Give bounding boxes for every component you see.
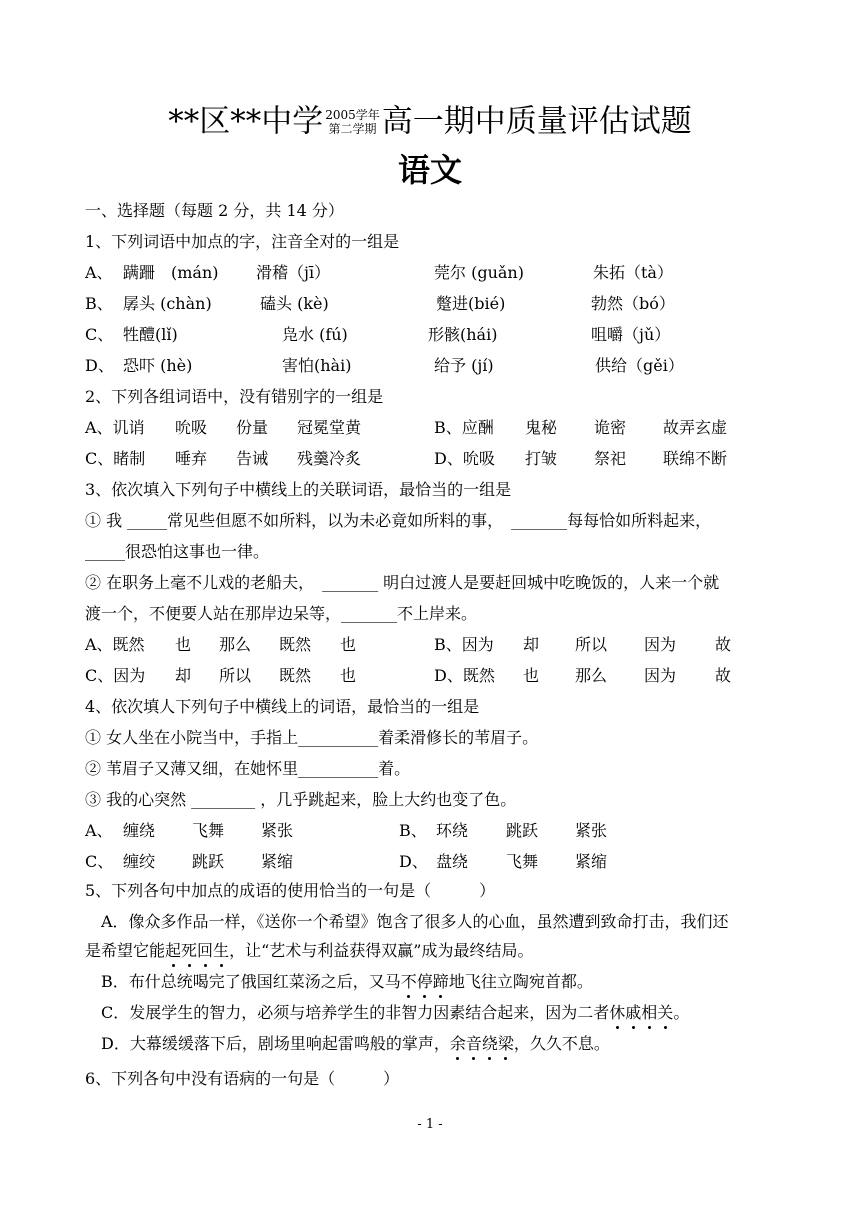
q4-sentence-3: ③ 我的心突然 ________ ，几乎跳起来，脸上大约也变了色。 — [85, 790, 517, 809]
option-item: 跳跃 — [192, 852, 225, 871]
q1-stem: 1、下列词语中加点的字，注音全对的一组是 — [85, 232, 400, 251]
option-item: 也 — [175, 635, 192, 654]
q4-sentence-1: ① 女人坐在小院当中，手指上__________着柔滑修长的苇眉子。 — [85, 728, 539, 747]
option-item: 蹩进(bié) — [436, 294, 506, 313]
option-letter: D、 — [399, 852, 428, 871]
option-item: 残羹冷炙 — [297, 449, 362, 468]
option-text: 是希望它能 — [85, 941, 166, 960]
option-item: 恐吓 (hè) — [123, 356, 193, 375]
q3-stem: 3、依次填入下列句子中横线上的关联词语，最恰当的一组是 — [85, 480, 512, 499]
option-item: 朱拓（tà） — [593, 263, 673, 282]
semester: 第二学期 — [328, 121, 377, 136]
option-item: 咀嚼（jǔ） — [591, 325, 671, 344]
option-item: 唾弃 — [175, 449, 208, 468]
option-item: 联绵不断 — [663, 449, 728, 468]
option-text: D．大幕缓缓落下后，剧场里响起雷鸣般的掌声， — [101, 1034, 450, 1053]
option-item: 吮吸 — [175, 418, 208, 437]
emphasis-char: 绕 — [481, 1034, 498, 1053]
q4-sentence-2: ② 苇眉子又薄又细，在她怀里__________着。 — [85, 759, 411, 778]
option-item: B、应酬 — [434, 418, 494, 437]
term-stack — [325, 108, 380, 136]
option-letter: D、 — [85, 356, 114, 375]
option-item: D、既然 — [434, 666, 495, 685]
option-item: A、讥诮 — [85, 418, 145, 437]
option-item: 勃然（bó） — [591, 294, 675, 313]
option-item: 磕头 (kè) — [260, 294, 329, 313]
q5-option-a-cont — [85, 940, 533, 962]
dotted-idiom — [401, 972, 449, 991]
option-item: 孱头 (chàn) — [123, 294, 212, 313]
option-item: 形骸(hái) — [428, 325, 498, 344]
option-item: 份量 — [236, 418, 269, 437]
option-text: B．布什总统喝完了俄国红菜汤之后，又马 — [101, 972, 401, 991]
title-suffix: 高一期中质量评估试题 — [381, 103, 692, 140]
emphasis-char: 音 — [465, 1034, 482, 1053]
option-letter: B、 — [399, 821, 427, 840]
section-heading: 一、选择题（每题 2 分，共 14 分） — [85, 201, 344, 220]
q5-option-b — [101, 971, 593, 993]
emphasis-char: 不 — [400, 972, 417, 991]
option-item: 滑稽（jī） — [256, 263, 331, 282]
option-item: 故 — [715, 635, 732, 654]
option-item: 缠绞 — [123, 852, 156, 871]
option-item: 跳跃 — [506, 821, 539, 840]
option-item: 却 — [175, 666, 192, 685]
option-item: 紧张 — [261, 821, 294, 840]
dotted-idiom — [165, 941, 229, 960]
option-text: ，让“艺术与利益获得双赢”成为最终结局。 — [229, 941, 534, 960]
option-letter: C、 — [85, 852, 114, 871]
option-item: 故弄玄虚 — [663, 418, 728, 437]
option-item: 飞舞 — [506, 852, 539, 871]
option-item: D、吮吸 — [434, 449, 495, 468]
option-item: 盘绕 — [436, 852, 469, 871]
option-item: 那么 — [219, 635, 252, 654]
option-item: 环绕 — [436, 821, 469, 840]
option-text: C．发展学生的智力，必须与培养学生的非智力因素结合起来，因为二者 — [101, 1003, 610, 1022]
emphasis-char: 相 — [641, 1003, 658, 1022]
option-letter: A、 — [85, 263, 113, 282]
option-item: 紧缩 — [261, 852, 294, 871]
option-item: 诡密 — [594, 418, 627, 437]
q3-sentence-1: ① 我 _____常见些但愿不如所料，以为未必竟如所料的事， _______每每恰如所料起来， — [85, 511, 712, 530]
q5-option-d — [101, 1033, 610, 1055]
q3-sentence-2-cont: 渡一个，不便要人站在那岸边呆等，_______不上岸来。 — [85, 604, 478, 623]
option-item: 也 — [523, 666, 540, 685]
option-item: 因为 — [644, 635, 677, 654]
page-number: - 1 - — [417, 1117, 443, 1132]
emphasis-char: 梁 — [497, 1034, 514, 1053]
option-item: C、睹制 — [85, 449, 146, 468]
option-item: 却 — [523, 635, 540, 654]
q4-stem: 4、依次填人下列句子中横线上的词语，最恰当的一组是 — [85, 697, 480, 716]
emphasis-char: 余 — [449, 1034, 466, 1053]
option-letter: B、 — [85, 294, 113, 313]
exam-title — [0, 100, 860, 142]
q3-sentence-2: ② 在职务上毫不儿戏的老船夫， _______ 明白过渡人是要赶回城中吃晚饭的，人来一个就 — [85, 573, 720, 592]
option-item: 也 — [340, 635, 357, 654]
option-text: 地飞往立陶宛首都。 — [448, 972, 593, 991]
option-item: 牲醴(lǐ) — [123, 325, 178, 344]
emphasis-char: 蹄 — [432, 972, 449, 991]
emphasis-char: 戚 — [625, 1003, 642, 1022]
q2-stem: 2、下列各组词语中，没有错别字的一组是 — [85, 387, 384, 406]
option-item: 鬼秘 — [525, 418, 558, 437]
q6-stem: 6、下列各句中没有语病的一句是（ ） — [85, 1069, 400, 1088]
q5-option-c — [101, 1002, 689, 1024]
option-item: 祭祀 — [594, 449, 627, 468]
dotted-idiom — [609, 1003, 673, 1022]
option-item: 给予 (jí) — [434, 356, 494, 375]
option-item: 缠绕 — [123, 821, 156, 840]
option-item: 因为 — [644, 666, 677, 685]
emphasis-char: 回 — [197, 941, 214, 960]
option-item: 告诫 — [236, 449, 269, 468]
emphasis-char: 死 — [181, 941, 198, 960]
option-item: 蹒跚 (mán) — [123, 263, 219, 282]
option-text: ，久久不息。 — [513, 1034, 610, 1053]
q3-sentence-1-cont: _____很恐怕这事也一律。 — [85, 542, 270, 561]
school-year: 2005学年 — [325, 107, 380, 122]
option-letter: A、 — [85, 821, 113, 840]
option-letter: C、 — [85, 325, 114, 344]
option-item: 既然 — [279, 635, 312, 654]
option-item: 也 — [340, 666, 357, 685]
dotted-idiom — [450, 1034, 514, 1053]
option-item: 莞尔 (guǎn) — [434, 263, 524, 282]
option-item: 紧张 — [575, 821, 608, 840]
option-item: 所以 — [219, 666, 252, 685]
emphasis-char: 生 — [213, 941, 230, 960]
option-item: 供给（gěi） — [595, 356, 684, 375]
option-item: 故 — [715, 666, 732, 685]
emphasis-char: 关 — [657, 1003, 674, 1022]
option-item: 凫水 (fú) — [282, 325, 348, 344]
q5-stem: 5、下列各句中加点的成语的使用恰当的一句是（ ） — [85, 881, 496, 900]
title-prefix: **区**中学 — [168, 103, 324, 140]
subject-title: 语文 — [397, 151, 462, 189]
option-item: B、因为 — [434, 635, 494, 654]
option-item: 既然 — [279, 666, 312, 685]
option-item: 那么 — [575, 666, 608, 685]
emphasis-char: 起 — [165, 941, 182, 960]
option-item: C、因为 — [85, 666, 146, 685]
option-item: 害怕(hài) — [282, 356, 352, 375]
option-item: 所以 — [575, 635, 608, 654]
emphasis-char: 停 — [416, 972, 433, 991]
option-item: A、既然 — [85, 635, 145, 654]
option-item: 飞舞 — [192, 821, 225, 840]
q5-option-a: A．像众多作品一样，《送你一个希望》饱含了很多人的心血，虽然遭到致命打击，我们还 — [101, 912, 729, 931]
option-item: 打皱 — [525, 449, 558, 468]
emphasis-char: 休 — [609, 1003, 626, 1022]
option-item: 冠冕堂黄 — [297, 418, 362, 437]
option-item: 紧缩 — [575, 852, 608, 871]
option-text: 。 — [673, 1003, 690, 1022]
